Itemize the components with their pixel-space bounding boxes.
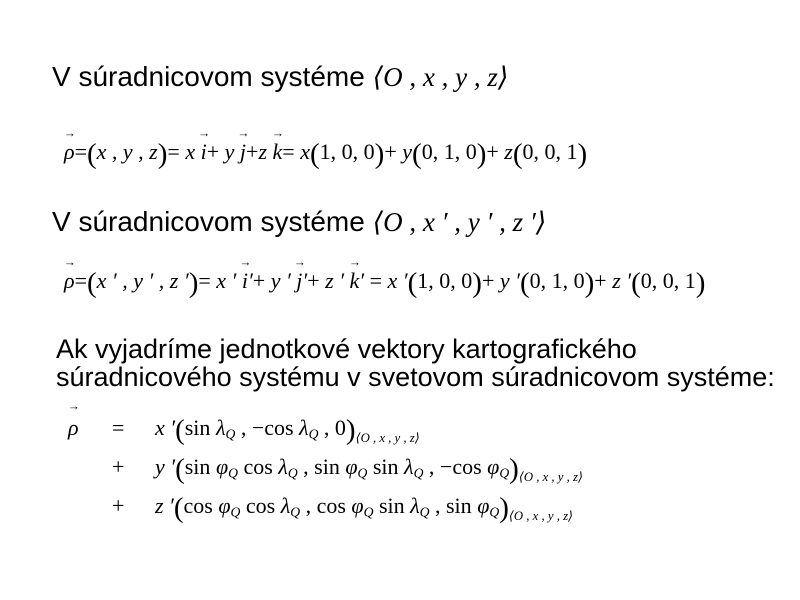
display-formula-rho-expansion — [67, 399, 583, 525]
math-token: ) — [509, 452, 519, 485]
math-token: sin — [373, 493, 411, 518]
math-token: λ — [280, 493, 291, 518]
formula-row — [68, 486, 583, 525]
formula-rho-carto-basis — [63, 255, 706, 300]
math-token: ( — [86, 137, 97, 170]
heading-text: V súradnicovom systéme — [52, 206, 373, 237]
math-token: ( — [631, 266, 641, 299]
vector-base: i — [241, 268, 248, 293]
math-token: λ — [278, 454, 288, 479]
math-token: ( — [519, 266, 530, 299]
math-token: , −cos — [423, 454, 488, 479]
math-token: ) — [345, 413, 356, 446]
vector-base: k — [272, 139, 283, 164]
math-token: φ — [345, 454, 358, 479]
vector-base: j — [239, 139, 247, 164]
math-token: 0, 0, 1 — [640, 268, 696, 293]
math-token: ) — [584, 266, 595, 299]
math-token: x , y , z — [96, 139, 158, 164]
math-token: ( — [86, 266, 97, 299]
math-token: , sin — [429, 493, 478, 518]
math-token: φ — [487, 454, 500, 479]
math-token: ) — [472, 266, 482, 299]
math-token: λ — [404, 454, 414, 479]
math-token: ⟨O , x , y , z⟩ — [355, 431, 420, 446]
vector-ρ — [67, 399, 80, 447]
math-token: ( — [512, 137, 523, 170]
math-token: = — [369, 268, 388, 293]
math-token: + — [594, 268, 613, 293]
math-token: ( — [309, 137, 320, 170]
math-token: + — [384, 139, 403, 164]
math-token: 1, 0, 0 — [417, 268, 473, 293]
math-token: ( — [175, 452, 185, 485]
math-token: λ — [215, 415, 226, 440]
math-token: cos — [183, 493, 219, 518]
math-token: λ — [299, 415, 309, 440]
math-token: = — [282, 139, 301, 164]
vector-arrow-icon: → — [293, 255, 306, 270]
math-token: x ′ — [216, 268, 242, 293]
vector-ρ — [63, 255, 76, 298]
math-token: = — [198, 268, 217, 293]
math-token: sin — [184, 415, 216, 440]
math-token: , −cos — [235, 415, 300, 440]
math-token: ⟨O , x , y , z⟩ — [508, 509, 573, 524]
math-token: ′ — [302, 268, 308, 293]
math-token: ) — [695, 266, 706, 299]
math-token: x ′ , y ′ , z ′ — [96, 268, 189, 293]
vector-k — [271, 126, 284, 169]
math-token: + — [481, 268, 500, 293]
math-token: Q — [230, 504, 241, 520]
math-token: 0, 1, 0 — [529, 268, 585, 293]
vector-arrow-icon: → — [348, 255, 361, 270]
math-token: ) — [577, 137, 588, 170]
math-token: Q — [419, 504, 430, 520]
row-body — [155, 452, 583, 485]
math-token: Q — [489, 504, 500, 520]
vector-arrow-icon: → — [237, 126, 250, 141]
row-body — [155, 491, 573, 524]
intro-paragraph — [56, 335, 775, 391]
heading-coord-system-carto — [52, 204, 546, 240]
math-token: y ′ — [499, 268, 520, 293]
vector-base: ρ — [68, 415, 79, 440]
math-token: ) — [374, 137, 385, 170]
math-token: y ′ — [270, 268, 297, 293]
vector-base: k — [349, 268, 360, 293]
math-token: , 0 — [318, 415, 346, 440]
math-token: ) — [499, 491, 509, 524]
math-token: + — [206, 139, 225, 164]
vector-base: ρ — [64, 139, 75, 164]
math-token: z — [258, 139, 273, 164]
math-token: Q — [363, 504, 374, 520]
formula-rho-world-basis — [63, 126, 588, 171]
math-token: 0, 0, 1 — [522, 139, 578, 164]
vector-i — [198, 126, 211, 169]
math-token: Q — [290, 504, 301, 520]
row-lead — [67, 399, 112, 447]
paragraph-line: Ak vyjadríme jednotkové vektory kartografického — [56, 334, 637, 364]
vector-j — [293, 255, 306, 298]
math-token: , sin — [297, 454, 346, 479]
row-operator: = — [112, 415, 125, 440]
math-token: ′ — [359, 268, 370, 293]
math-token: ) — [188, 266, 199, 299]
math-token: = — [167, 139, 186, 164]
math-token: ( — [407, 266, 418, 299]
math-token: ( — [173, 491, 184, 524]
math-token: = — [74, 268, 87, 293]
math-token: Q — [287, 465, 298, 481]
math-token: y — [224, 139, 240, 164]
math-token: x — [300, 139, 310, 164]
formula-row — [67, 399, 583, 447]
heading-math: ⟨O , x ′ , y ′ , z ′⟩ — [372, 207, 547, 237]
math-token: z ′ — [155, 493, 174, 518]
math-token: y ′ — [155, 454, 176, 479]
math-token: ) — [157, 137, 168, 170]
math-token: x — [185, 139, 201, 164]
math-token: y — [402, 139, 413, 164]
row-operator: + — [112, 493, 125, 518]
math-token: Q — [308, 426, 319, 442]
math-token: cos — [237, 454, 279, 479]
math-token: Q — [357, 465, 368, 481]
math-token: z ′ — [325, 268, 350, 293]
math-token: z ′ — [612, 268, 632, 293]
math-token: 1, 0, 0 — [319, 139, 375, 164]
row-body — [155, 413, 420, 446]
math-token: 0, 1, 0 — [421, 139, 477, 164]
vector-i — [239, 255, 252, 298]
vector-arrow-icon: → — [198, 126, 211, 141]
math-token: Q — [228, 465, 238, 481]
math-token: + — [252, 268, 271, 293]
math-token: λ — [410, 493, 420, 518]
vector-base: j — [296, 268, 303, 293]
math-token: + — [486, 139, 505, 164]
math-token: + — [307, 268, 326, 293]
math-token: x ′ — [155, 415, 176, 440]
vector-arrow-icon: → — [67, 399, 80, 414]
vector-k — [348, 255, 361, 298]
vector-arrow-icon: → — [239, 255, 252, 270]
vector-arrow-icon: → — [63, 126, 76, 141]
math-token: cos — [240, 493, 281, 518]
math-token: φ — [215, 454, 229, 479]
heading-text: V súradnicovom systéme — [52, 61, 373, 92]
math-token: Q — [499, 465, 510, 481]
vector-ρ — [63, 126, 76, 169]
formula-row — [68, 447, 583, 486]
math-token: = — [74, 139, 87, 164]
math-token: z — [504, 139, 513, 164]
math-token: Q — [413, 465, 424, 481]
math-token: φ — [218, 493, 231, 518]
vector-base: ρ — [64, 268, 75, 293]
math-token: ′ — [247, 268, 253, 293]
math-token: sin — [367, 454, 405, 479]
math-token: ( — [412, 137, 422, 170]
heading-math: ⟨O , x , y , z⟩ — [372, 62, 509, 92]
math-token: sin — [184, 454, 216, 479]
math-token: φ — [351, 493, 364, 518]
math-token: ⟨O , x , y , z⟩ — [518, 470, 583, 485]
paragraph-line: súradnicového systému v svetovom súradnicovom systéme: — [56, 362, 775, 392]
vector-j — [237, 126, 250, 169]
vector-arrow-icon: → — [271, 126, 284, 141]
heading-coord-system-world — [52, 59, 508, 95]
math-token: ( — [175, 413, 185, 446]
math-token: ) — [476, 137, 487, 170]
math-token: , cos — [300, 493, 352, 518]
math-token: Q — [225, 426, 236, 442]
math-token: x ′ — [387, 268, 408, 293]
row-operator: + — [112, 454, 125, 479]
vector-arrow-icon: → — [63, 255, 76, 270]
vector-base: i — [200, 139, 207, 164]
math-token: + — [246, 139, 259, 164]
math-token: φ — [477, 493, 490, 518]
